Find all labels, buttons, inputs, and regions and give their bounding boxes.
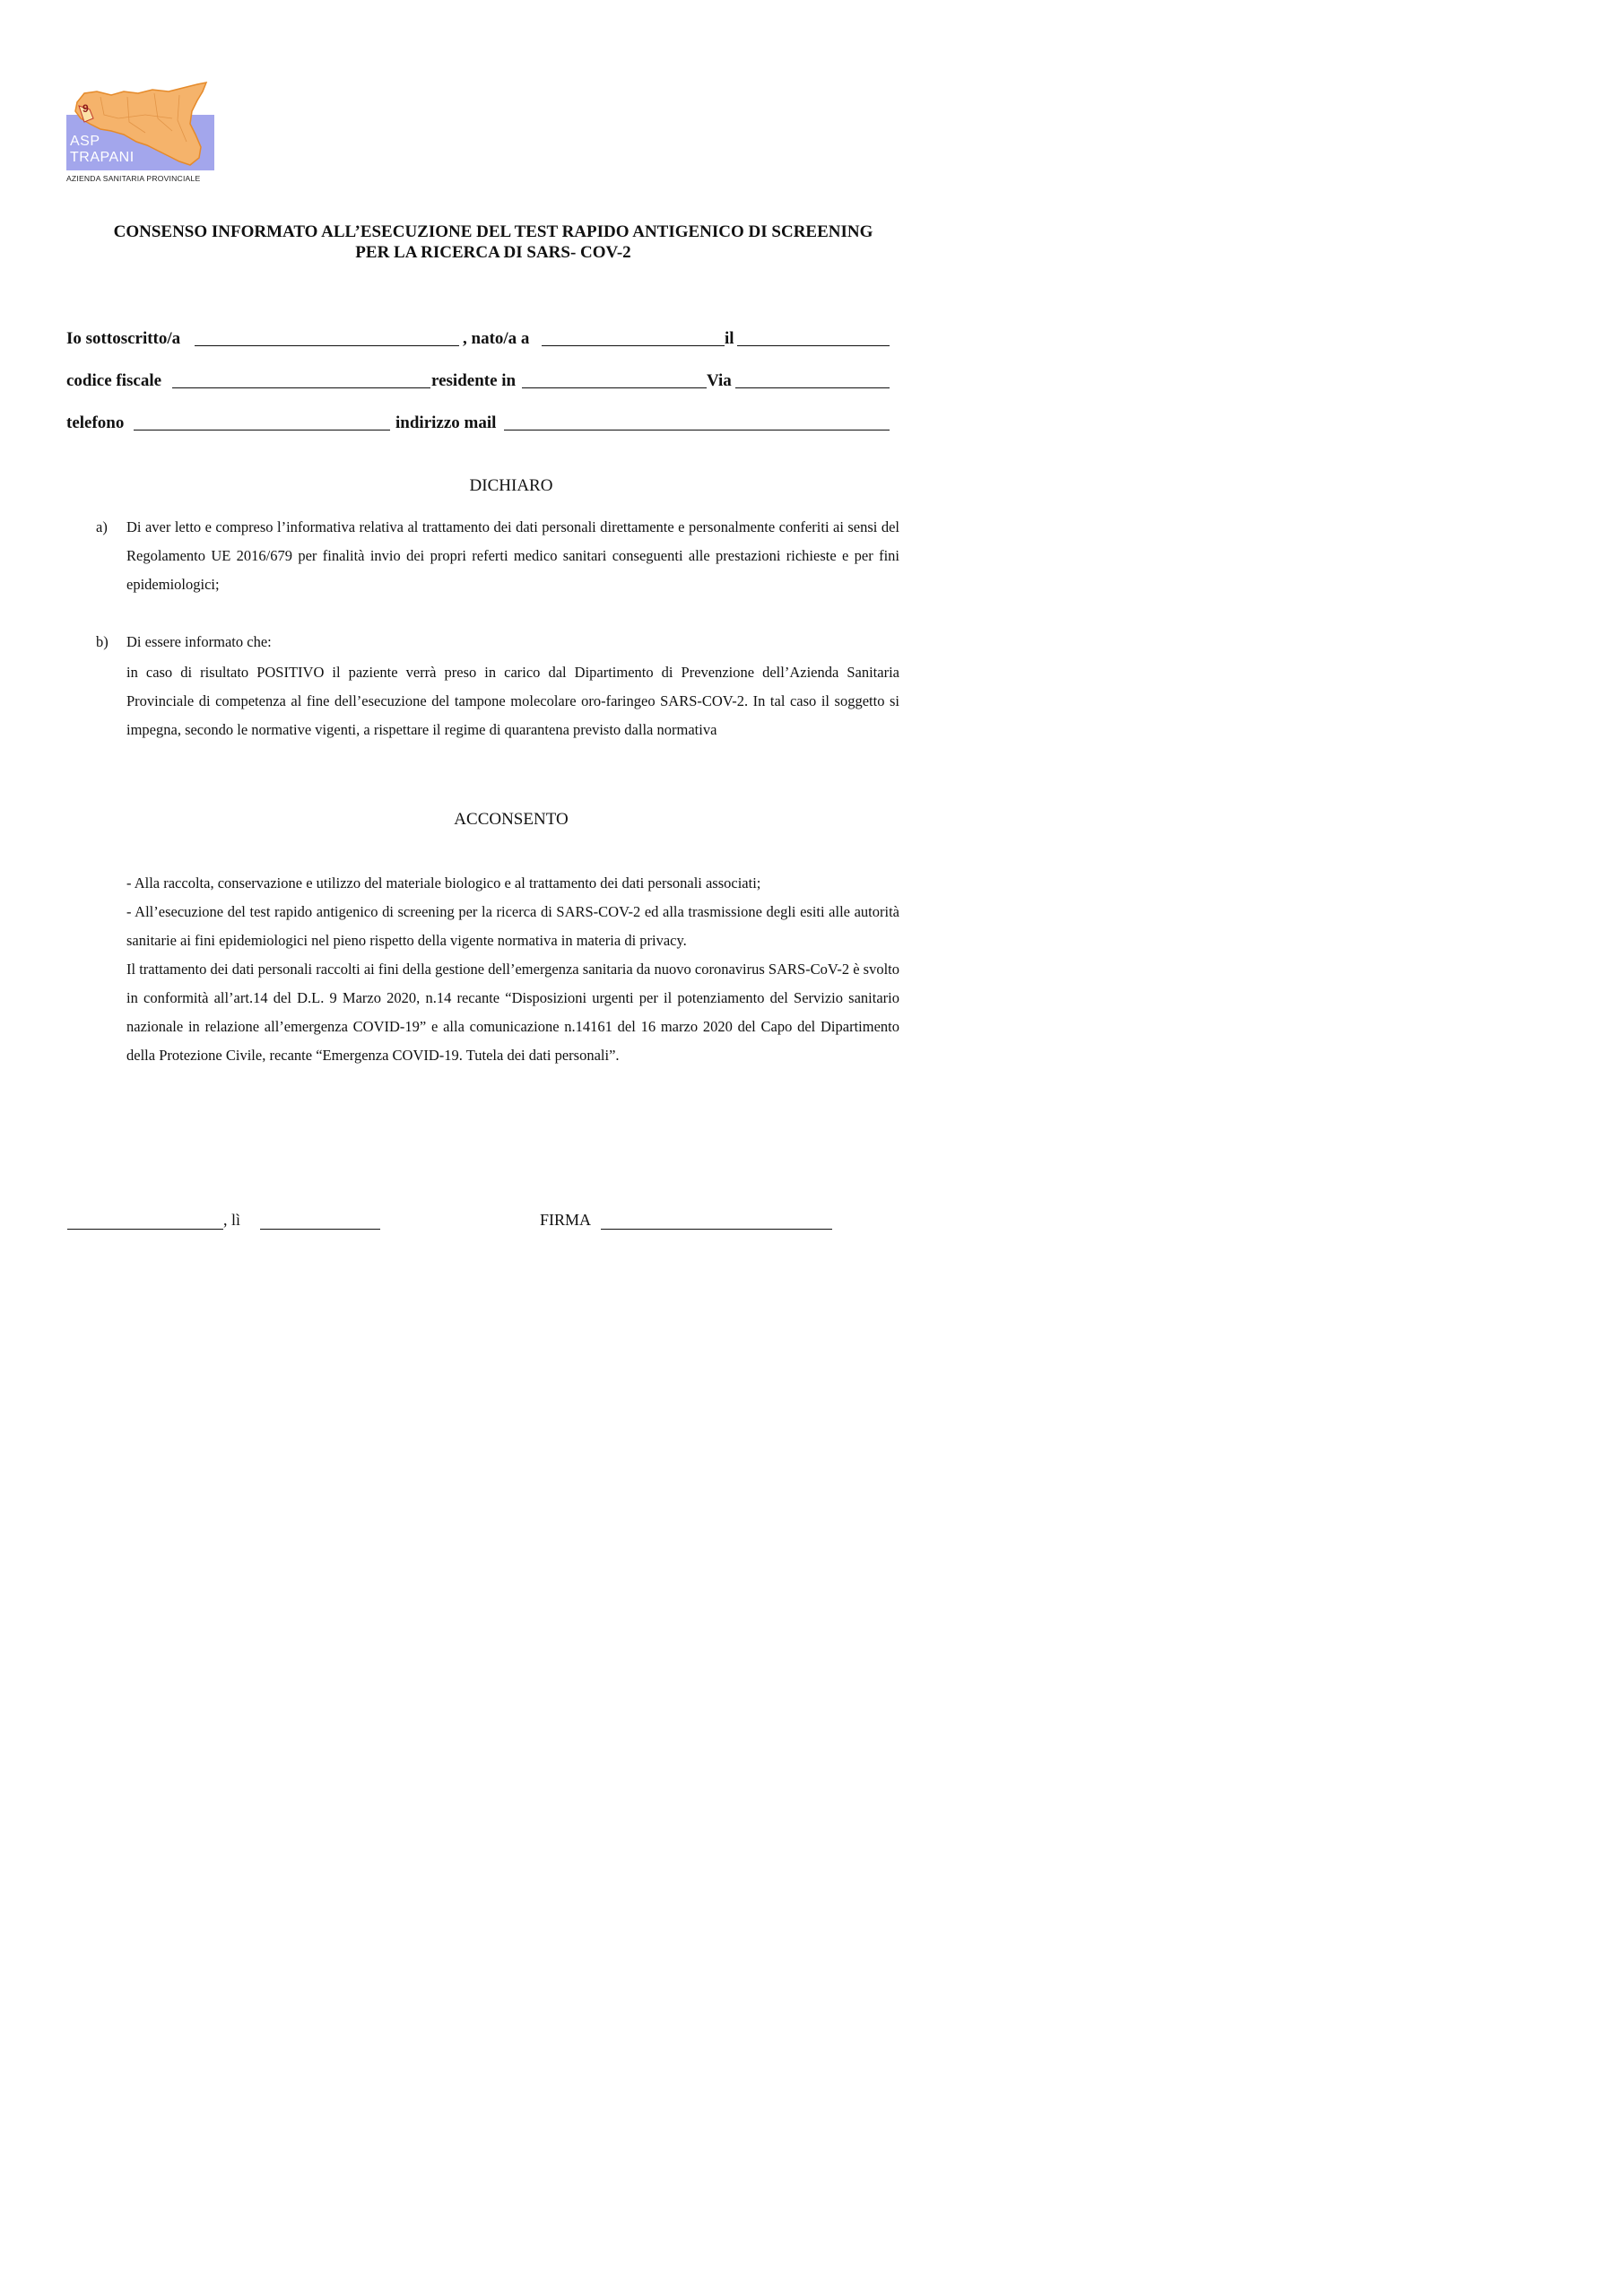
item-b-label: b) xyxy=(96,633,109,650)
label-sottoscritto: Io sottoscritto/a xyxy=(66,329,181,348)
label-via: Via xyxy=(707,371,732,390)
birthplace-field[interactable] xyxy=(542,345,725,346)
acconsento-block xyxy=(126,869,899,1070)
via-field[interactable] xyxy=(735,387,890,388)
label-residente: residente in xyxy=(431,371,517,390)
signature-field[interactable] xyxy=(601,1229,832,1230)
acconsento-heading: ACCONSENTO xyxy=(454,810,569,829)
label-il: il xyxy=(725,329,734,348)
place-field[interactable] xyxy=(67,1229,223,1230)
logo-badge: 9 xyxy=(83,102,89,115)
document-title-line2: PER LA RICERCA DI SARS- COV-2 xyxy=(355,243,631,262)
asp-trapani-logo xyxy=(65,79,221,185)
sicily-map-icon xyxy=(65,79,221,185)
label-mail: indirizzo mail xyxy=(395,413,497,432)
dichiaro-heading: DICHIARO xyxy=(469,476,553,495)
acconsento-item1: - Alla raccolta, conservazione e utilizzo del materiale biologico e al trattamento dei dati personali associati; xyxy=(126,874,761,891)
logo-line1: ASP xyxy=(70,134,100,149)
item-a-text: Di aver letto e compreso l’informativa relativa al trattamento dei dati personali direttamente e personalmente conferiti ai sensi del Regolamento UE 2016/679 per finalità invio dei propri referti medico sanitari conseguenti alle prestazioni richieste e per fini epidemiologici; xyxy=(126,518,899,593)
birthdate-field[interactable] xyxy=(737,345,890,346)
acconsento-item2: - All’esecuzione del test rapido antigenico di screening per la ricerca di SARS-COV-2 ed alla trasmissione degli esiti alle autorità sanitarie ai fini epidemiologici nel pieno rispetto della vigente normativa in materia di privacy. xyxy=(126,903,899,949)
codice-fiscale-field[interactable] xyxy=(172,387,430,388)
label-codice-fiscale: codice fiscale xyxy=(66,371,162,390)
item-a-label: a) xyxy=(96,518,108,535)
name-field[interactable] xyxy=(195,345,459,346)
logo-line2: TRAPANI xyxy=(70,150,135,165)
document-title-line1: CONSENSO INFORMATO ALL’ESECUZIONE DEL TEST RAPIDO ANTIGENICO DI SCREENING xyxy=(113,222,873,241)
label-nato: , nato/a a xyxy=(463,329,530,348)
privacy-paragraph: Il trattamento dei dati personali raccolti ai fini della gestione dell’emergenza sanitaria da nuovo coronavirus SARS-CoV-2 è svolto in conformità all’art.14 del D.L. 9 Marzo 2020, n.14 recante “Disposizioni urgenti per il potenziamento del Servizio sanitario nazionale in relazione all’emergenza COVID-19” e alla comunicazione n.14161 del 16 marzo 2020 del Capo del Dipartimento della Protezione Civile, recante “Emergenza COVID-19. Tutela dei dati personali”. xyxy=(126,961,899,1064)
item-b-text: in caso di risultato POSITIVO il paziente verrà preso in carico dal Dipartimento di Prevenzione dell’Azienda Sanitaria Provinciale di competenza al fine dell’esecuzione del tampone molecolare oro-faringeo SARS-COV-2. In tal caso il soggetto si impegna, secondo le normative vigenti, a rispettare il regime di quarantena previsto dalla normativa xyxy=(126,664,899,738)
date-field[interactable] xyxy=(260,1229,380,1230)
residence-field[interactable] xyxy=(522,387,707,388)
place-suffix: , lì xyxy=(223,1211,241,1229)
firma-label: FIRMA xyxy=(540,1211,592,1229)
item-b-intro: Di essere informato che: xyxy=(126,633,272,650)
logo-subtitle: AZIENDA SANITARIA PROVINCIALE xyxy=(66,174,201,183)
label-telefono: telefono xyxy=(66,413,125,432)
